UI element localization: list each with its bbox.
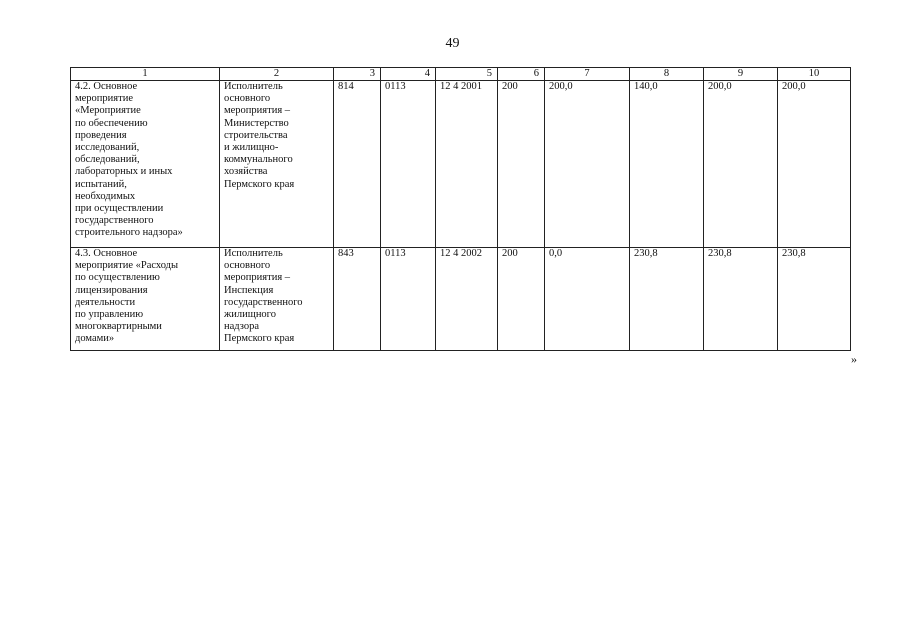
column-number: 3 (334, 68, 381, 81)
value-cell: 0,0 (545, 248, 630, 351)
closing-quote: » (851, 352, 857, 366)
value-cell: 200,0 (704, 81, 778, 248)
rzpr-cell: 0113 (381, 248, 436, 351)
value-cell: 200,0 (778, 81, 851, 248)
value-cell: 230,8 (778, 248, 851, 351)
measure-name: 4.2. Основное мероприятие «Мероприятие по обеспечению проведения исследований, обследований, лабораторных и иных испытаний, необходимых при осуществлении государственного строительного надзора» (75, 81, 183, 239)
value-cell: 230,8 (704, 248, 778, 351)
executor-cell (220, 248, 334, 351)
measure-name-cell (71, 81, 220, 248)
column-number: 8 (630, 68, 704, 81)
column-number: 9 (704, 68, 778, 81)
csr-cell: 12 4 2002 (436, 248, 498, 351)
value-cell: 200,0 (545, 81, 630, 248)
column-number: 10 (778, 68, 851, 81)
page-number: 49 (445, 36, 460, 51)
csr-cell: 12 4 2001 (436, 81, 498, 248)
value-cell: 230,8 (630, 248, 704, 351)
grbs-cell: 814 (334, 81, 381, 248)
executor: Исполнитель основного мероприятия – Министерство строительства и жилищно- коммунального хозяйства Пермского края (224, 81, 295, 190)
table-row (71, 248, 851, 351)
measure-name-cell (71, 248, 220, 351)
column-number: 7 (545, 68, 630, 81)
column-number: 1 (71, 68, 220, 81)
column-number: 2 (220, 68, 334, 81)
value-cell: 140,0 (630, 81, 704, 248)
table-header-row (71, 68, 851, 81)
column-number: 6 (498, 68, 545, 81)
rzpr-cell: 0113 (381, 81, 436, 248)
executor: Исполнитель основного мероприятия – Инспекция государственного жилищного надзора Пермского края (224, 248, 303, 345)
grbs-cell: 843 (334, 248, 381, 351)
vr-cell: 200 (498, 81, 545, 248)
column-number: 4 (381, 68, 436, 81)
column-number: 5 (436, 68, 498, 81)
budget-table (70, 67, 851, 351)
executor-cell (220, 81, 334, 248)
measure-name: 4.3. Основное мероприятие «Расходы по осуществлению лицензирования деятельности по управлению многоквартирными домами» (75, 248, 179, 345)
table-row (71, 81, 851, 248)
vr-cell: 200 (498, 248, 545, 351)
